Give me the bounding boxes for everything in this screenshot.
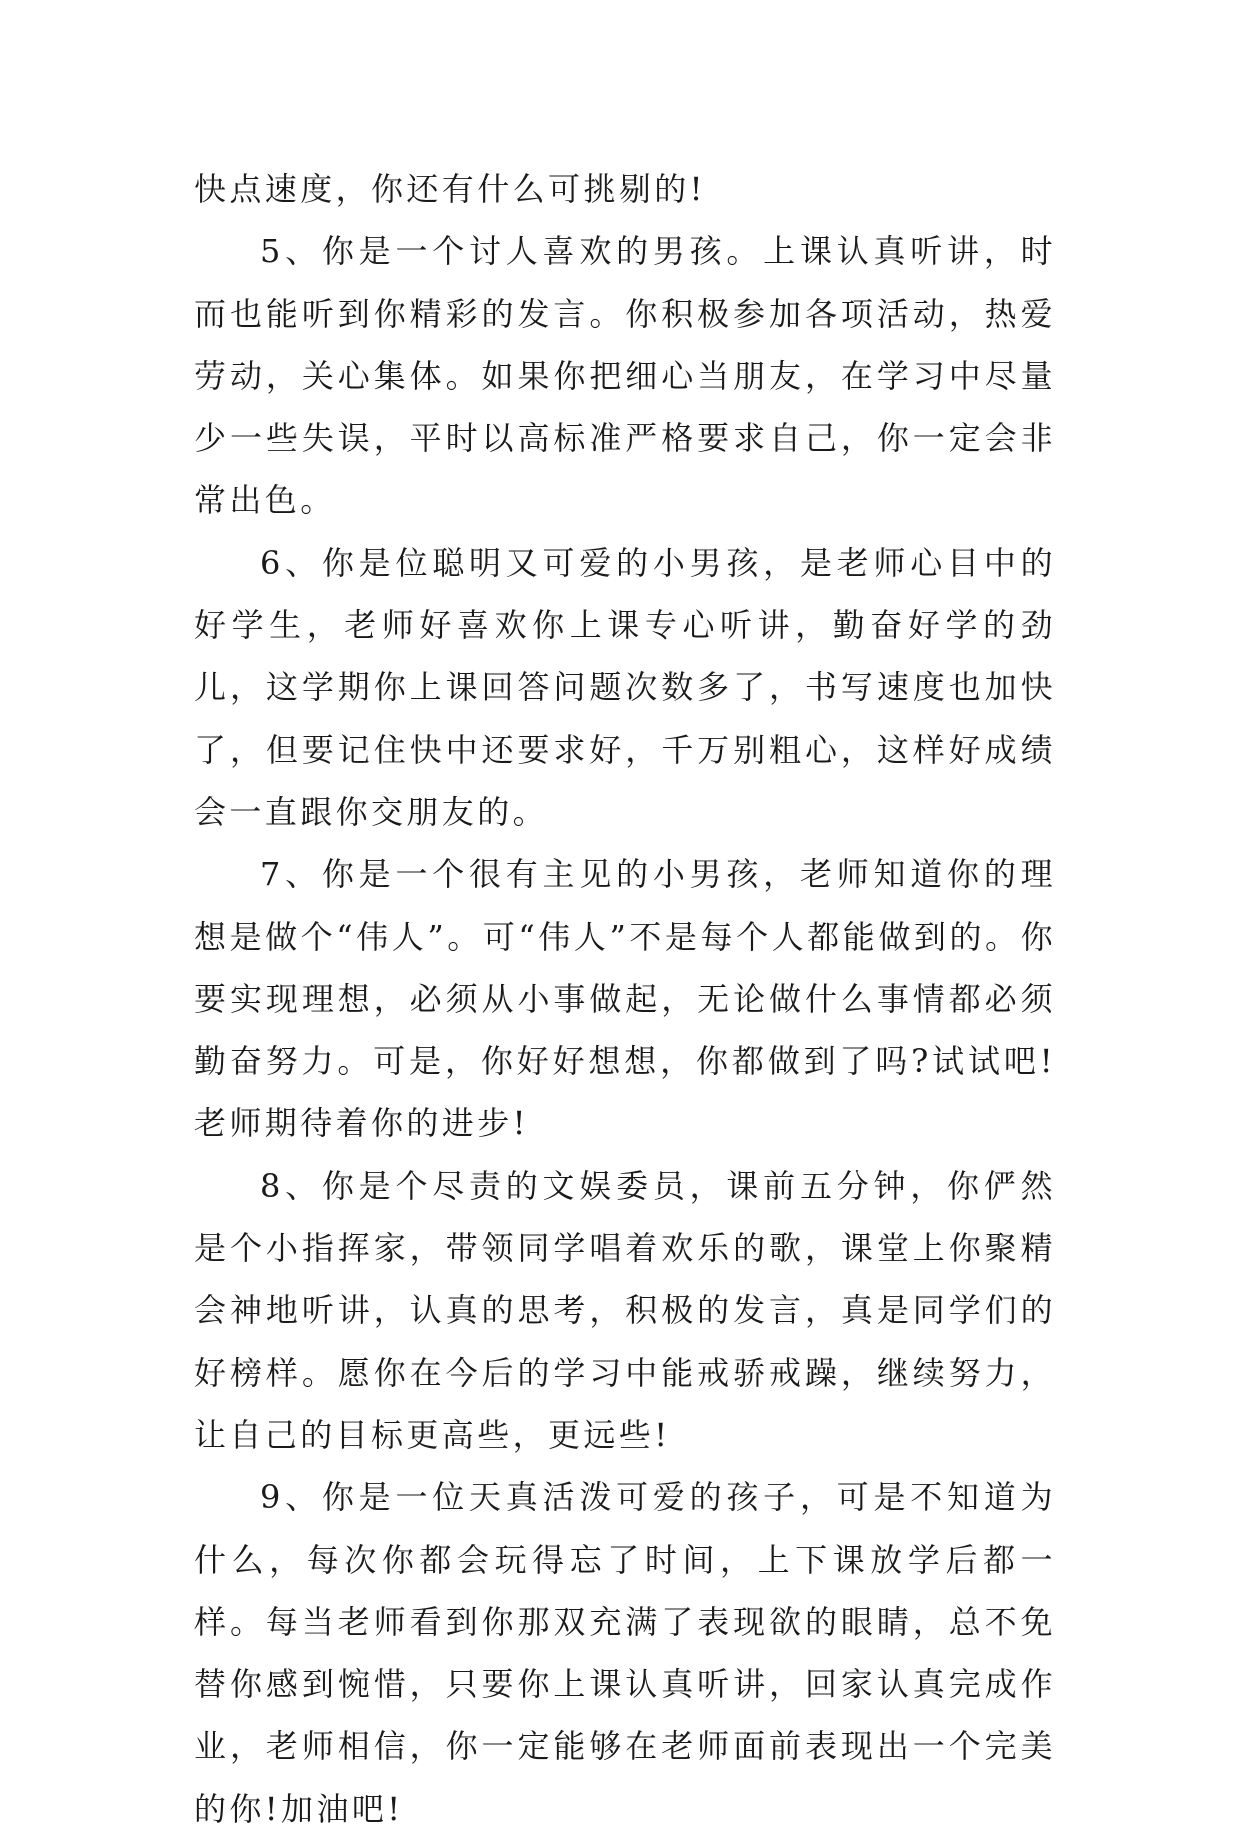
paragraph-comment-6: 6、你是位聪明又可爱的小男孩，是老师心目中的好学生，老师好喜欢你上课专心听讲，勤奋好学的劲儿，这学期你上课回答问题次数多了，书写速度也加快了，但要记住快中还要求好，千万别粗心，这样好成绩会一直跟你交朋友的。 <box>194 543 1056 831</box>
paragraph-comment-9: 9、你是一位天真活泼可爱的孩子，可是不知道为什么，每次你都会玩得忘了时间，上下课放学后都一样。每当老师看到你那双充满了表现欲的眼睛，总不免替你感到惋惜，只要你上课认真听讲，回家认真完成作业，老师相信，你一定能够在老师面前表现出一个完美的你!加油吧! <box>194 1478 1056 1828</box>
paragraph-comment-7: 7、你是一个很有主见的小男孩，老师知道你的理想是做个“伟人”。可“伟人”不是每个人都能做到的。你要实现理想，必须从小事做起，无论做什么事情都必须勤奋努力。可是，你好好想想，你都做到了吗?试试吧!老师期待着你的进步! <box>194 855 1056 1143</box>
paragraph-comment-8: 8、你是个尽责的文娱委员，课前五分钟，你俨然是个小指挥家，带领同学唱着欢乐的歌，课堂上你聚精会神地听讲，认真的思考，积极的发言，真是同学们的好榜样。愿你在今后的学习中能戒骄戒躁，继续努力，让自己的目标更高些，更远些! <box>194 1166 1056 1454</box>
paragraph-comment-5: 5、你是一个讨人喜欢的男孩。上课认真听讲，时而也能听到你精彩的发言。你积极参加各项活动，热爱劳动，关心集体。如果你把细心当朋友，在学习中尽量少一些失误，平时以高标准严格要求自己，你一定会非常出色。 <box>194 232 1056 520</box>
paragraph-continuation: 快点速度，你还有什么可挑剔的! <box>194 170 706 208</box>
document-body <box>194 158 1056 1840</box>
